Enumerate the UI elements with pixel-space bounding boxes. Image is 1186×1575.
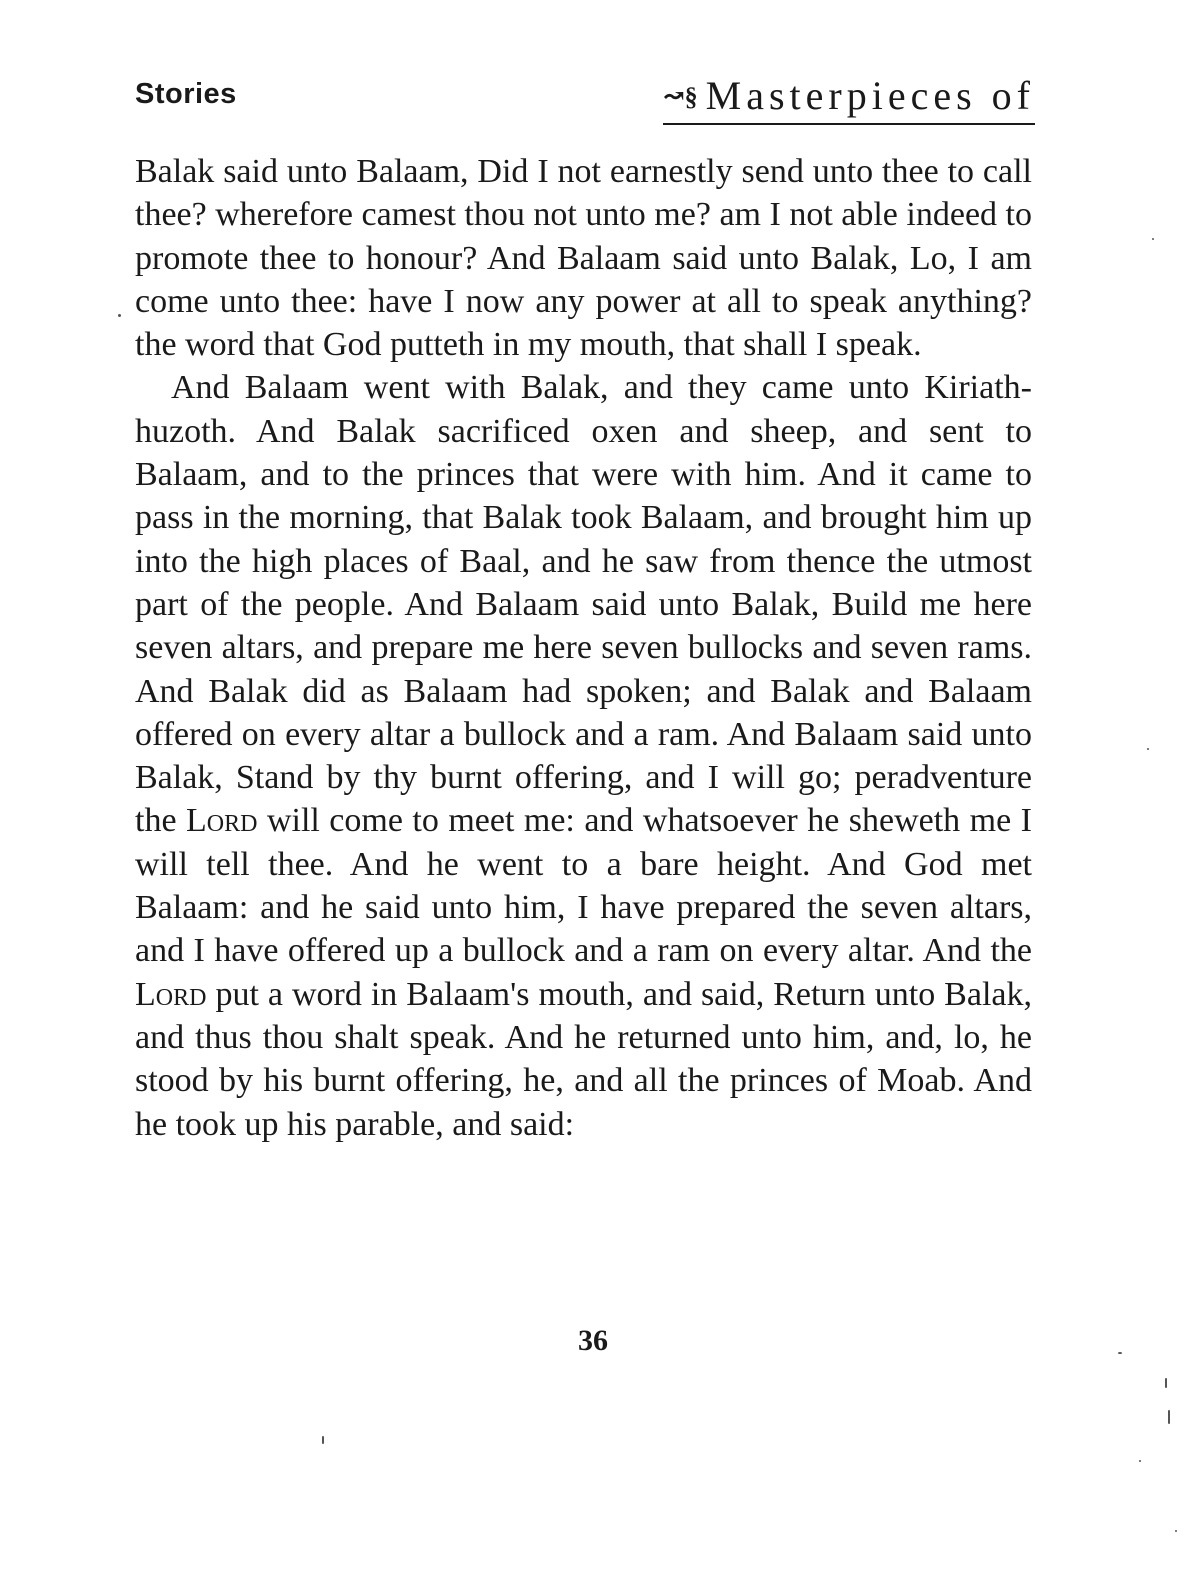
page-number: 36	[578, 1324, 608, 1357]
paragraph-2	[135, 366, 1032, 1145]
scan-speck	[1147, 748, 1149, 750]
section-label: Stories	[135, 78, 237, 110]
scan-speck	[1139, 1460, 1141, 1462]
scan-speck	[1152, 238, 1154, 240]
ornament-icon: ↝§	[662, 82, 698, 111]
book-title-rule	[663, 72, 1035, 125]
scan-speck	[322, 1436, 324, 1444]
scan-speck	[118, 314, 121, 317]
scan-speck	[1168, 1410, 1170, 1424]
body-text	[135, 150, 1032, 1146]
paragraph-2-text-c: put a word in Balaam's mouth, and said, Return unto Balak, and thus thou shalt speak. And he returned unto him, and, lo, he stood by his burnt offering, he, and all the princes of Moab. And he took up his parable, and said:	[135, 975, 1032, 1143]
scan-speck	[1175, 1530, 1177, 1532]
book-title: Masterpieces of	[705, 73, 1035, 118]
paragraph-1: Balak said unto Balaam, Did I not earnestly send unto thee to call thee? wherefore camest thou not unto me? am I not able indeed to promote thee to honour? And Balaam said unto Balak, Lo, I am come unto thee: have I now any power at all to speak anything? the word that God putteth in my mouth, that shall I speak.	[135, 153, 1032, 364]
running-head	[135, 72, 1035, 128]
paragraph-2-text-a: And Balaam went with Balak, and they came unto Kiriath-huzoth. And Balak sacrificed oxen and sheep, and sent to Balaam, and to the princes that were with him. And it came to pass in the morning, that Balak took Balaam, and brought him up into the high places of Baal, and he saw from thence the utmost part of the people. And Balaam said unto Balak, Build me here seven altars, and prepare me here seven bullocks and seven rams. And Balak did as Balaam had spoken; and Balak and Balaam offered on every altar a bullock and a ram. And Balaam said unto Balak, Stand by thy burnt offering, and I will go; peradventure the	[135, 369, 1032, 840]
paragraph-2-text-b: will come to meet me: and whatsoever he sheweth me I will tell thee. And he went to a bare height. And God met Balaam: and he said unto him, I have prepared the seven altars, and I have offered up a bullock and a ram on every altar. And the	[135, 802, 1032, 970]
lord-small-caps: Lord	[135, 975, 207, 1013]
lord-small-caps: Lord	[186, 802, 258, 840]
scan-speck	[1165, 1378, 1167, 1388]
scan-speck	[1118, 1352, 1122, 1354]
